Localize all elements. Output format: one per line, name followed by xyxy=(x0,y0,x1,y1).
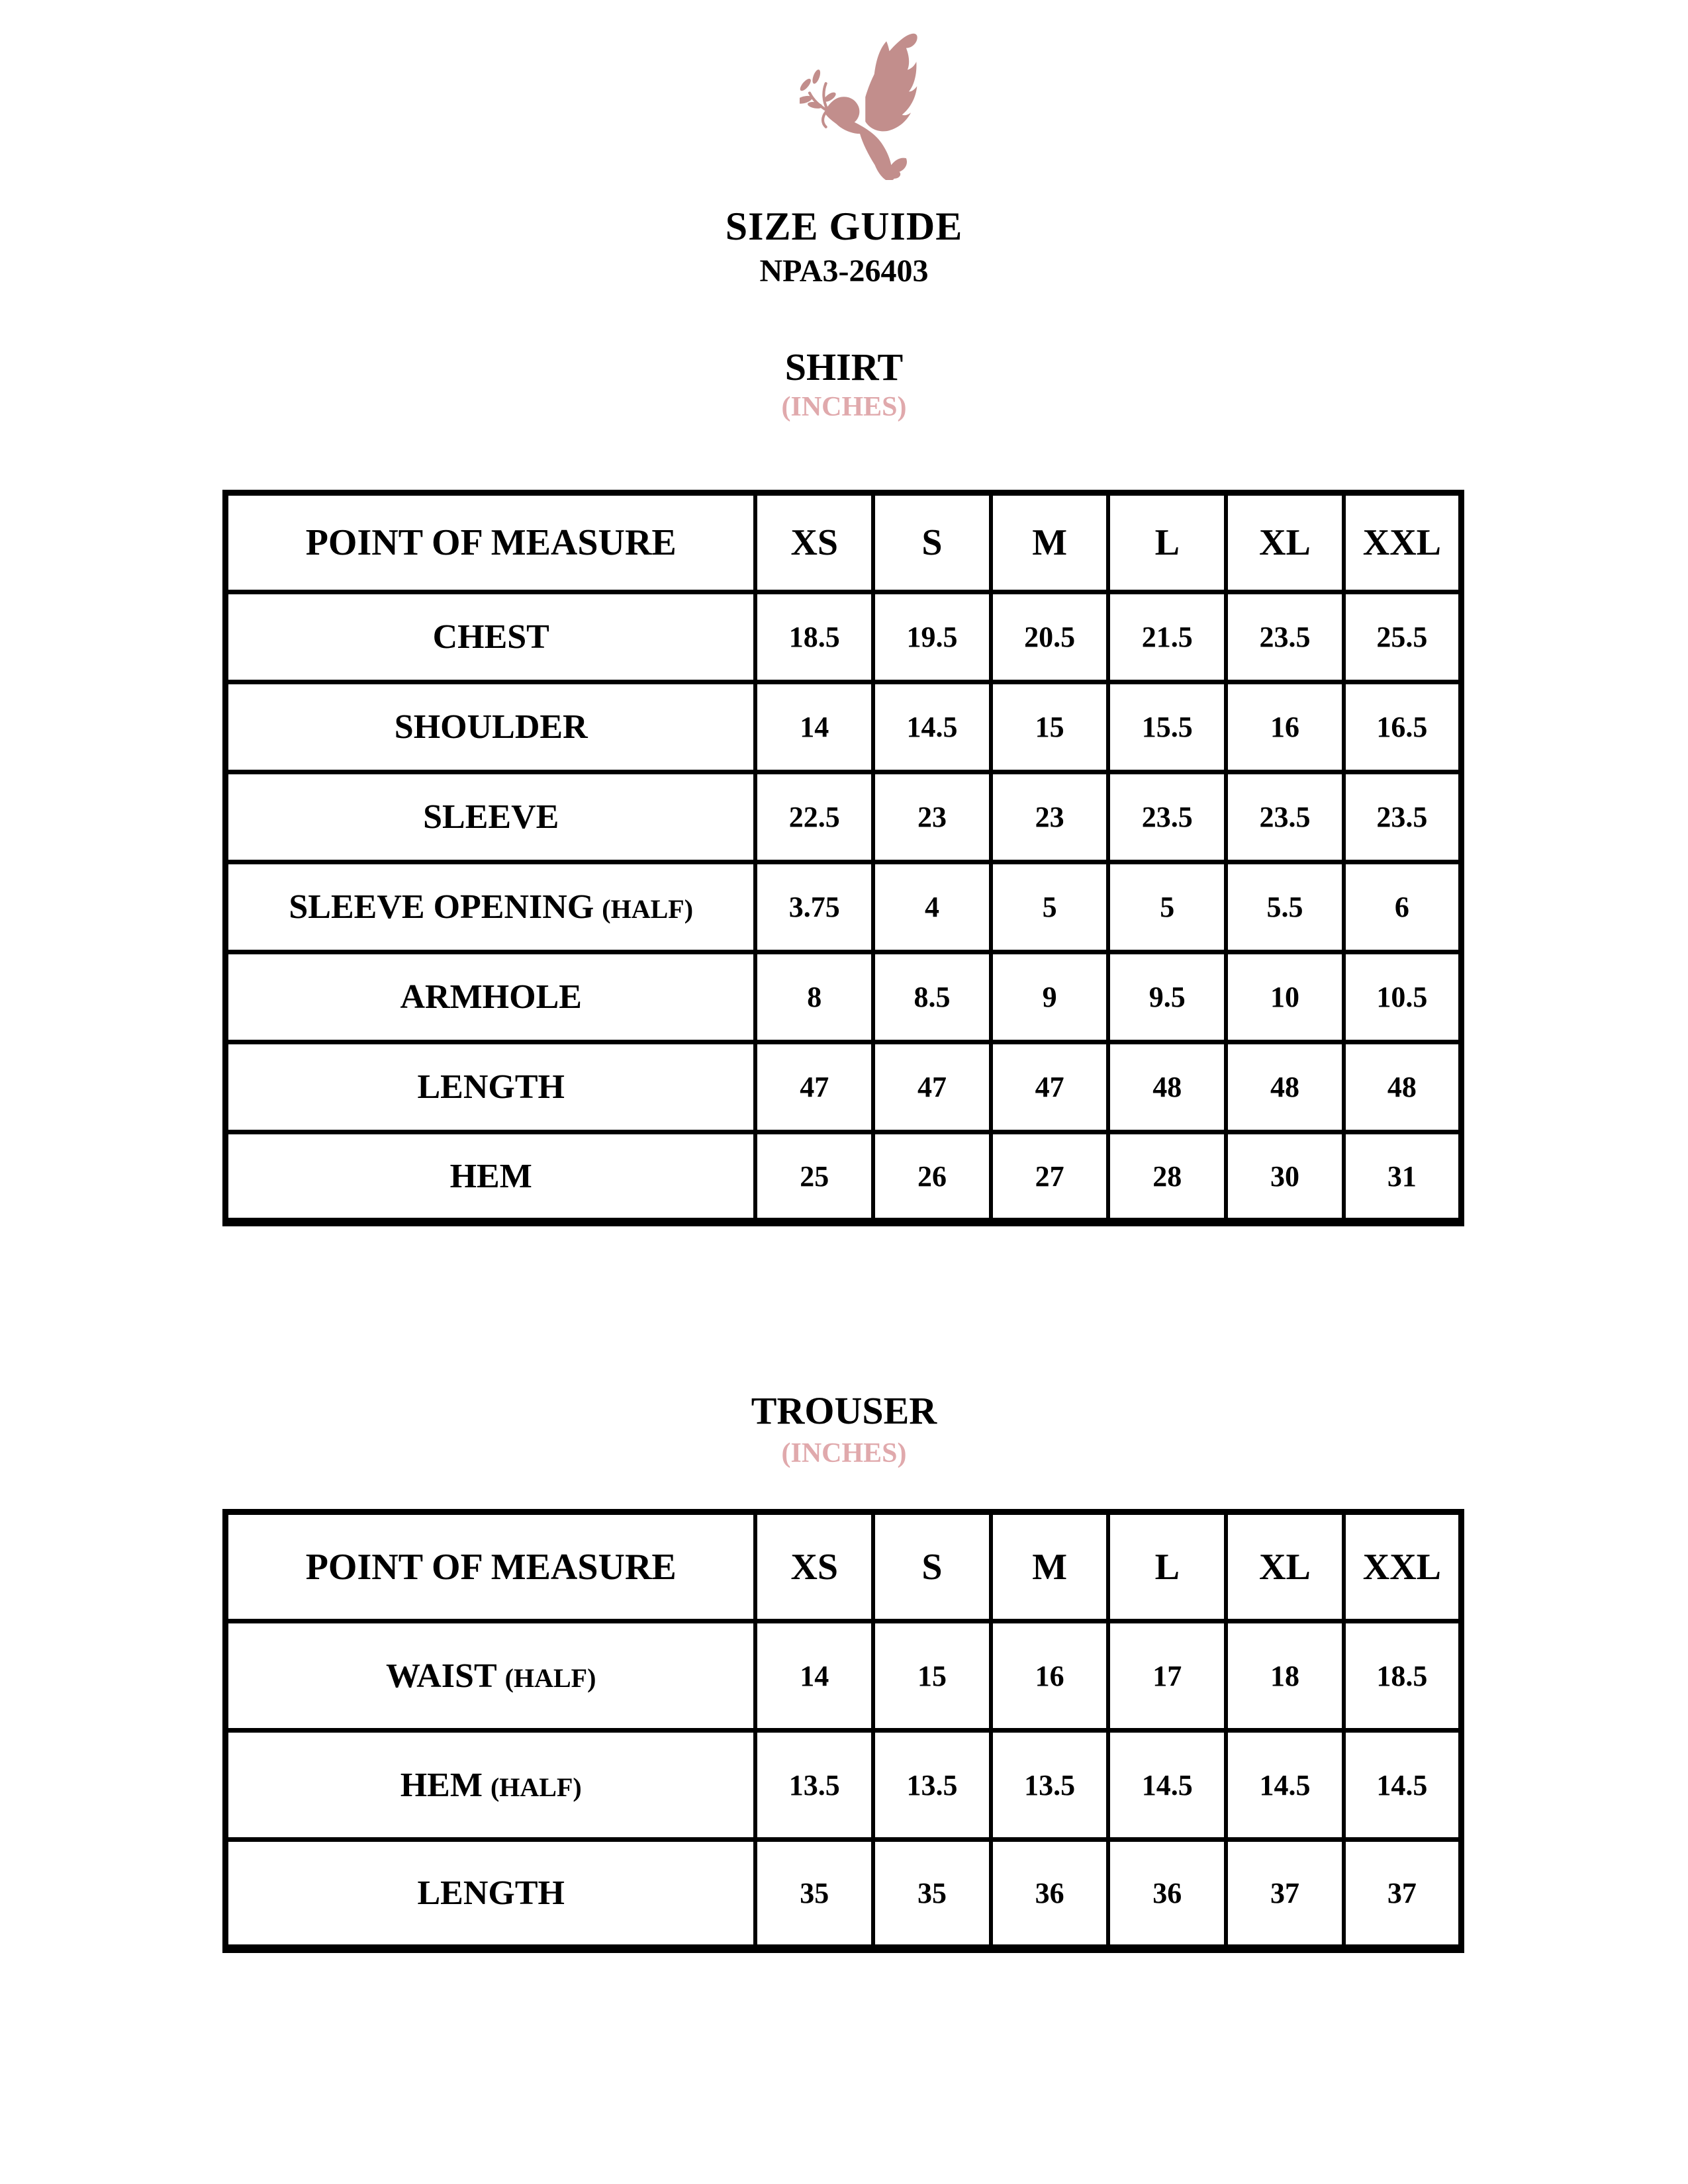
measure-label: ARMHOLE xyxy=(400,978,582,1016)
size-value-cell: 5 xyxy=(1108,862,1226,952)
size-value-cell: 14.5 xyxy=(1344,1731,1462,1840)
size-value-cell: 37 xyxy=(1226,1840,1344,1949)
size-value-cell: 36 xyxy=(1108,1840,1226,1949)
measure-label: LENGTH xyxy=(417,1874,565,1912)
size-value-cell: 18 xyxy=(1226,1621,1344,1731)
measure-label-cell xyxy=(226,1042,756,1132)
table-row-length xyxy=(226,1840,1462,1949)
table-row-waist xyxy=(226,1621,1462,1731)
table-row-sleeve-opening xyxy=(226,862,1462,952)
size-value-cell: 37 xyxy=(1344,1840,1462,1949)
size-value-cell: 25.5 xyxy=(1344,592,1462,682)
shirt-size-table xyxy=(222,490,1464,1226)
size-value-cell: 27 xyxy=(991,1132,1109,1222)
size-value-cell: 16 xyxy=(991,1621,1109,1731)
size-value-cell: 14 xyxy=(755,682,873,772)
size-value-cell: 36 xyxy=(991,1840,1109,1949)
size-value-cell: 15 xyxy=(873,1621,991,1731)
measure-label-cell xyxy=(226,1840,756,1949)
size-value-cell: 23 xyxy=(873,772,991,862)
measure-label-suffix: (HALF) xyxy=(504,1662,596,1693)
size-value-cell: 19.5 xyxy=(873,592,991,682)
trouser-size-table xyxy=(222,1509,1464,1953)
size-value-cell: 14.5 xyxy=(873,682,991,772)
size-value-cell: 25 xyxy=(755,1132,873,1222)
table-row-hem xyxy=(226,1731,1462,1840)
dove-olive-branch-icon xyxy=(800,32,919,180)
shirt-section-title: SHIRT xyxy=(784,345,904,388)
measure-label-cell xyxy=(226,1132,756,1222)
trouser-section-title: TROUSER xyxy=(751,1389,937,1432)
size-value-cell: 35 xyxy=(873,1840,991,1949)
table-header-row xyxy=(226,1512,1462,1621)
measure-label-suffix: (HALF) xyxy=(602,894,694,924)
size-value-cell: 47 xyxy=(873,1042,991,1132)
measure-label: HEM xyxy=(449,1157,532,1195)
trouser-unit-label: (INCHES) xyxy=(781,1438,907,1469)
table-row-shoulder xyxy=(226,682,1462,772)
size-value-cell: 10.5 xyxy=(1344,952,1462,1042)
measure-label-cell xyxy=(226,952,756,1042)
measure-label: SLEEVE OPENING xyxy=(289,888,594,926)
size-value-cell: 21.5 xyxy=(1108,592,1226,682)
size-value-cell: 5.5 xyxy=(1226,862,1344,952)
size-value-cell: 9 xyxy=(991,952,1109,1042)
size-value-cell: 8 xyxy=(755,952,873,1042)
measure-label: LENGTH xyxy=(417,1068,565,1106)
column-header-xs: XS xyxy=(755,493,873,592)
size-value-cell: 16 xyxy=(1226,682,1344,772)
column-header-s: S xyxy=(873,493,991,592)
size-value-cell: 14.5 xyxy=(1226,1731,1344,1840)
column-header-l: L xyxy=(1108,1512,1226,1621)
size-value-cell: 15 xyxy=(991,682,1109,772)
size-value-cell: 28 xyxy=(1108,1132,1226,1222)
size-value-cell: 13.5 xyxy=(991,1731,1109,1840)
size-value-cell: 48 xyxy=(1108,1042,1226,1132)
size-value-cell: 13.5 xyxy=(873,1731,991,1840)
column-header-s: S xyxy=(873,1512,991,1621)
size-value-cell: 13.5 xyxy=(755,1731,873,1840)
table-row-chest xyxy=(226,592,1462,682)
size-value-cell: 48 xyxy=(1226,1042,1344,1132)
size-value-cell: 18.5 xyxy=(1344,1621,1462,1731)
size-value-cell: 48 xyxy=(1344,1042,1462,1132)
column-header-m: M xyxy=(991,493,1109,592)
column-header-point-of-measure: POINT OF MEASURE xyxy=(226,493,756,592)
measure-label-cell xyxy=(226,1621,756,1731)
size-value-cell: 5 xyxy=(991,862,1109,952)
size-value-cell: 8.5 xyxy=(873,952,991,1042)
size-value-cell: 23.5 xyxy=(1226,772,1344,862)
measure-label: WAIST xyxy=(386,1657,497,1695)
size-value-cell: 18.5 xyxy=(755,592,873,682)
measure-label-cell xyxy=(226,1731,756,1840)
table-row-length xyxy=(226,1042,1462,1132)
measure-label: SHOULDER xyxy=(394,708,588,746)
size-value-cell: 23.5 xyxy=(1344,772,1462,862)
size-value-cell: 14.5 xyxy=(1108,1731,1226,1840)
column-header-point-of-measure: POINT OF MEASURE xyxy=(226,1512,756,1621)
size-value-cell: 35 xyxy=(755,1840,873,1949)
product-code: NPA3-26403 xyxy=(759,253,929,289)
shirt-unit-label: (INCHES) xyxy=(781,392,907,422)
measure-label-cell xyxy=(226,862,756,952)
page-title: SIZE GUIDE xyxy=(725,205,963,248)
column-header-l: L xyxy=(1108,493,1226,592)
measure-label-cell xyxy=(226,682,756,772)
table-header-row xyxy=(226,493,1462,592)
size-value-cell: 47 xyxy=(755,1042,873,1132)
size-value-cell: 4 xyxy=(873,862,991,952)
size-value-cell: 26 xyxy=(873,1132,991,1222)
table-row-hem xyxy=(226,1132,1462,1222)
size-value-cell: 23 xyxy=(991,772,1109,862)
measure-label: SLEEVE xyxy=(423,798,559,836)
column-header-xl: XL xyxy=(1226,493,1344,592)
column-header-xs: XS xyxy=(755,1512,873,1621)
size-value-cell: 23.5 xyxy=(1226,592,1344,682)
size-value-cell: 23.5 xyxy=(1108,772,1226,862)
measure-label: HEM xyxy=(400,1766,483,1804)
size-value-cell: 20.5 xyxy=(991,592,1109,682)
size-value-cell: 14 xyxy=(755,1621,873,1731)
column-header-xl: XL xyxy=(1226,1512,1344,1621)
column-header-xxl: XXL xyxy=(1344,1512,1462,1621)
size-value-cell: 17 xyxy=(1108,1621,1226,1731)
size-value-cell: 10 xyxy=(1226,952,1344,1042)
table-row-sleeve xyxy=(226,772,1462,862)
column-header-m: M xyxy=(991,1512,1109,1621)
size-value-cell: 9.5 xyxy=(1108,952,1226,1042)
size-value-cell: 15.5 xyxy=(1108,682,1226,772)
measure-label-cell xyxy=(226,772,756,862)
measure-label-cell xyxy=(226,592,756,682)
size-value-cell: 16.5 xyxy=(1344,682,1462,772)
size-value-cell: 6 xyxy=(1344,862,1462,952)
size-value-cell: 31 xyxy=(1344,1132,1462,1222)
table-row-armhole xyxy=(226,952,1462,1042)
column-header-xxl: XXL xyxy=(1344,493,1462,592)
measure-label: CHEST xyxy=(432,618,549,656)
measure-label-suffix: (HALF) xyxy=(490,1772,582,1802)
size-value-cell: 3.75 xyxy=(755,862,873,952)
size-value-cell: 47 xyxy=(991,1042,1109,1132)
size-value-cell: 30 xyxy=(1226,1132,1344,1222)
size-value-cell: 22.5 xyxy=(755,772,873,862)
